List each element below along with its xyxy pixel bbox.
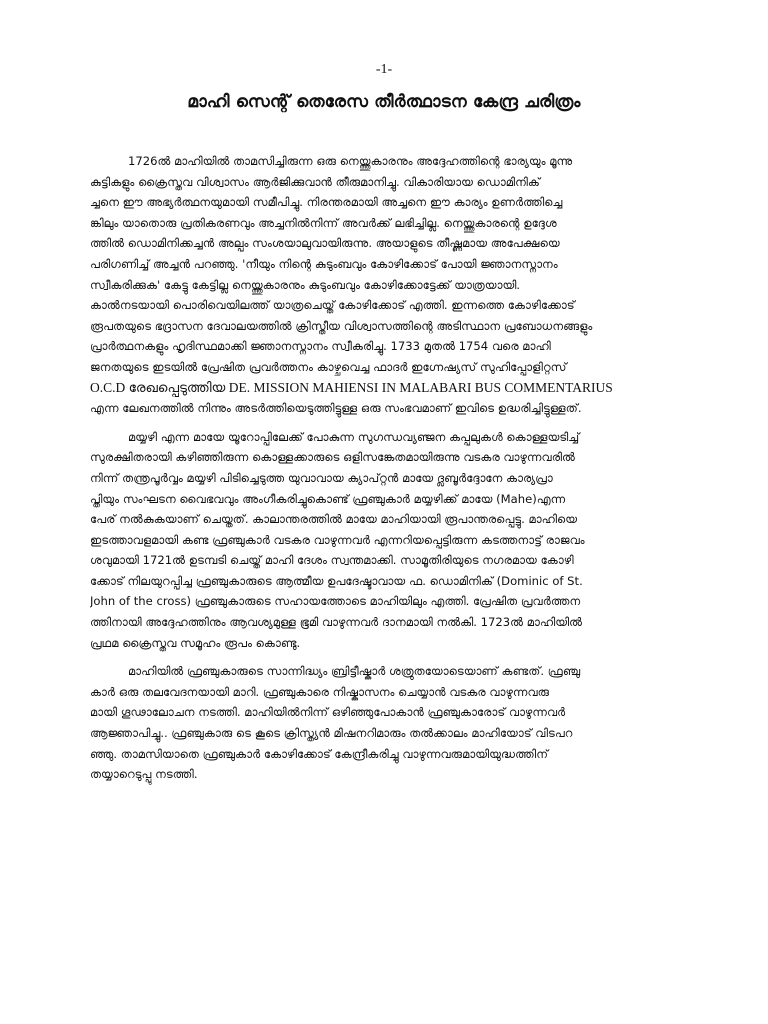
text-line: പ്തിയും സംഘടന വൈഭവവും അംഗീകരിച്ചുകൊണ്ട് ഫ്രഞ്ചുകാർ മയ്യഴിക്ക് മായേ (Mahe)എന്ന [90, 491, 566, 506]
text-line: പ്രഥമ ക്രൈസ്തവ സമൂഹം രൂപം കൊണ്ടു. [90, 635, 301, 650]
text-line: പേര് നൽകുകയാണ് ചെയ്തത്. കാലാന്തരത്തിൽ മായേ മാഹിയായി രൂപാന്തരപ്പെട്ടു. മാഹിയെ [90, 512, 578, 527]
text-line: നിന്ന് തന്ത്രപൂർവ്വം മയ്യഴി പിടിച്ചെടുത്ത യുവാവായ ക്യാപ്റ്റൻ മായേ ദ്ലബൂർദ്ദോനേ കാര്യപ്രാ [90, 470, 553, 485]
text-line: ച്ചനെ ഈ അഭ്യർത്ഥനയുമായി സമീപിച്ചു. നിരന്തരമായി അച്ചനെ ഈ കാര്യം ഉണർത്തിച്ചെ [90, 195, 563, 210]
page-number: -1- [375, 62, 393, 77]
text-line: ശവുമായി 1721ൽ ഉടമ്പടി ചെയ്ത് മാഹി ദേശം സ്വന്തമാക്കി. സാമൂതിരിയുടെ നഗരമായ കോഴി [90, 553, 574, 568]
text-line: കാർ ഒരു തലവേദനയായി മാറി. ഫ്രഞ്ചുകാരെ നിഷ്കാസനം ചെയ്യാൻ വടകര വാഴുന്നവരു [90, 684, 550, 699]
text-line: കുട്ടികളും ക്രൈസ്തവ വിശ്വാസം ആർജിക്കുവാൻ തീരുമാനിച്ചു. വികാരിയായ ഡൊമിനിക് [90, 174, 540, 189]
text-line: കാൽനടയായി പൊരിവെയിലത്ത് യാത്രചെയ്ത് കോഴിക്കോട് എത്തി. ഇന്നത്തെ കോഴിക്കോട് [90, 298, 575, 313]
text-line: മയ്യഴി എന്ന മായേ യൂറോപ്പിലേക്ക് പോകുന്ന സുഗന്ധവ്യഞ്ജന കപ്പലുകൾ കൊള്ളയടിച്ച് [128, 429, 580, 444]
page-title: മാഹി സെന്റ് തെരേസ തീർത്ഥാടന കേന്ദ്ര ചരിത്രം [187, 92, 581, 112]
paragraph-3 [90, 661, 690, 785]
text-line: ക്കോട് നിലയുറപ്പിച്ച ഫ്രഞ്ചുകാരുടെ ആത്മീയ ഉപദേഷ്ടാവായ ഫ. ഡൊമിനിക് (Dominic of St. [90, 573, 583, 588]
text-line: മാഹിയിൽ ഫ്രഞ്ചുകാരുടെ സാന്നിദ്ധ്യം ബ്രിട്ടീഷ്കാർ ശത്രുതയോടെയാണ് കണ്ടത്. ഫ്രഞ്ചു [128, 664, 581, 679]
text-line: ങ്കിലും യാതൊരു പ്രതികരണവും അച്ചനിൽനിന്ന് അവർക്ക് ലഭിച്ചില്ല. നെയ്ത്തുകാരന്റെ ഉദ്ദേശ [90, 215, 557, 230]
text-line: ത്തിനായി അദ്ദേഹത്തിനും ആവശ്യമുള്ള ഭൂമി വാഴുന്നവർ ദാനമായി നൽകി. 1723ൽ മാഹിയിൽ [90, 615, 583, 630]
paragraph-2 [90, 427, 690, 654]
paragraph-1 [90, 151, 690, 419]
text-line: O.C.D രേഖപ്പെടുത്തിയ DE. MISSION MAHIENSI IN MALABARI BUS COMMENTARIUS [90, 379, 613, 395]
text-line: John of the cross) ഫ്രഞ്ചുകാരുടെ സഹായത്തോടെ മാഹിയിലും എത്തി. പ്രേഷിത പ്രവർത്തന [90, 594, 581, 609]
document-body [90, 151, 690, 793]
text-line: മായി ഗൂഢാലോചന നടത്തി. മാഹിയിൽനിന്ന് ഒഴിഞ്ഞുപോകാൻ ഫ്രഞ്ചുകാരോട് വാഴുന്നവർ [90, 705, 566, 720]
text-line: തയ്യാറെടുപ്പു നടത്തി. [90, 767, 198, 782]
text-line: ഇടത്താവളമായി കണ്ട ഫ്രഞ്ചുകാർ വടകര വാഴുന്നവർ എന്നറിയപ്പെട്ടിരുന്ന കടത്തനാട്ട് രാജവം [90, 532, 585, 547]
text-line: ആജ്ഞാപിച്ചു.. ഫ്രഞ്ചുകാരു ടെ കൂടെ ക്രിസ്ത്യൻ മിഷനറിമാരും തൽക്കാലം മാഹിയോട് വിടപറ [90, 726, 573, 741]
text-line: സ്വീകരിക്കുക' കേട്ടു കേട്ടില്ല നെയ്ത്തുകാരനും കുടുംബവും കോഴിക്കോട്ടേക്ക് യാത്രയായി. [90, 277, 521, 292]
text-line: പ്രാർത്ഥനകളും ഹൃദിസ്ഥമാക്കി ജ്ഞാനസ്നാനം സ്വീകരിച്ചു. 1733 മുതൽ 1754 വരെ മാഹി [90, 339, 551, 354]
text-line: ജനതയുടെ ഇടയിൽ പ്രേഷിത പ്രവർത്തനം കാഴ്ചവെച്ച ഫാദർ ഇഗ്നേഷ്യസ് സുഹിപ്പോളിറ്റസ് [90, 359, 567, 374]
text-line: പരിഗണിച്ച് അച്ചൻ പറഞ്ഞു. 'നീയും നിന്റെ കുടുംബവും കോഴിക്കോട് പോയി ജ്ഞാനസ്നാനം [90, 256, 558, 271]
text-line: ത്തിൽ ഡൊമിനിക്കച്ചൻ അല്പം സംശയാലുവായിരുന്നു. അയാളുടെ തീഷ്ണമായ അപേക്ഷയെ [90, 236, 560, 251]
text-line: സുരക്ഷിതരായി കഴിഞ്ഞിരുന്ന കൊള്ളക്കാരുടെ ഒളിസങ്കേതമായിരുന്നു വടകര വാഴുന്നവരിൽ [90, 450, 575, 465]
text-line: എന്ന ലേഖനത്തിൽ നിന്നും അടർത്തിയെടുത്തിട്ടുള്ള ഒരു സംഭവമാണ് ഇവിടെ ഉദ്ധരിച്ചിട്ടുള്ളത്. [90, 401, 582, 416]
text-line: ഞ്ഞു. താമസിയാതെ ഫ്രഞ്ചുകാർ കോഴിക്കോട് കേന്ദ്രീകരിച്ചു വാഴുന്നവരുമായിയുദ്ധത്തിന് [90, 746, 549, 761]
text-line: 1726ൽ മാഹിയിൽ താമസിച്ചിരുന്ന ഒരു നെയ്ത്തുകാരനും അദ്ദേഹത്തിന്റെ ഭാര്യയും മൂന്നു [128, 154, 573, 168]
text-line: രൂപതയുടെ ഭദ്രാസന ദേവാലയത്തിൽ ക്രിസ്തീയ വിശ്വാസത്തിന്റെ അടിസ്ഥാന പ്രബോധനങ്ങളും [90, 318, 593, 333]
